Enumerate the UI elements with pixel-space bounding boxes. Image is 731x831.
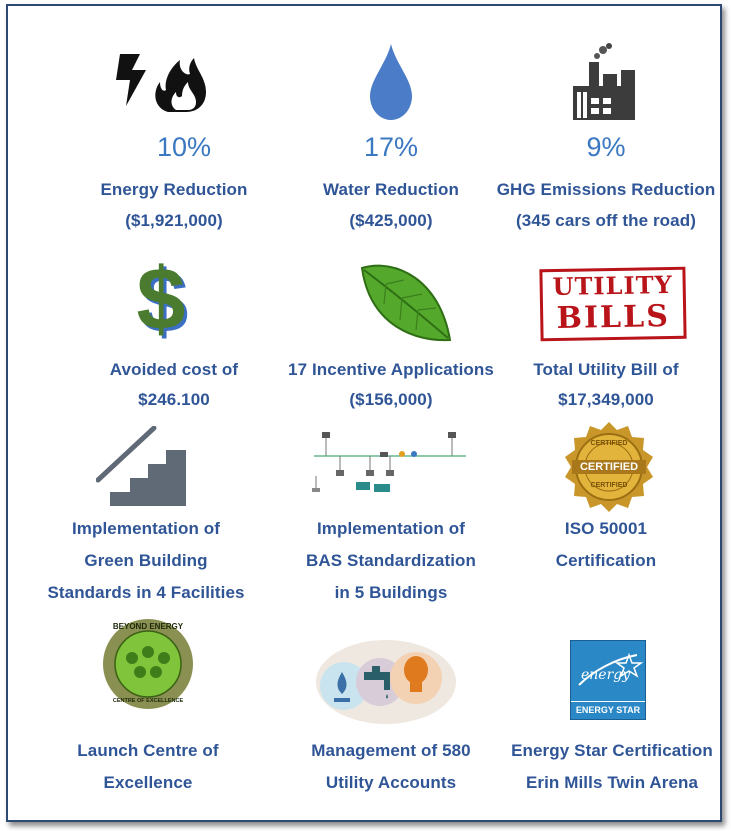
water-label: Water Reduction (323, 180, 459, 199)
energy-sub: ($1,921,000) (125, 211, 223, 230)
dollar-sign-icon: $ (136, 249, 186, 348)
leaf-icon (356, 260, 456, 346)
incentive-label: 17 Incentive Applications (288, 360, 494, 379)
stamp-line-2: BILLS (556, 299, 671, 336)
water-drop-icon (366, 42, 416, 122)
certified-seal-icon (564, 422, 654, 512)
coe-line-1: Launch Centre of (77, 741, 219, 760)
energy-percent: 10% (156, 132, 212, 162)
green-building-line-3: Standards in 4 Facilities (47, 583, 245, 602)
svg-text:energy: energy (581, 667, 631, 683)
green-building-line-2: Green Building (84, 551, 208, 570)
bas-line-3: in 5 Buildings (334, 583, 448, 602)
green-building-line-1: Implementation of (71, 519, 221, 538)
iso-line-1: ISO 50001 (564, 519, 648, 538)
infographic-frame (6, 4, 722, 822)
utility-accounts-line-2: Utility Accounts (325, 773, 457, 792)
bas-network-diagram-icon (310, 426, 470, 500)
bas-line-2: BAS Standardization (305, 551, 477, 570)
energy-star-logo-text: ENERGY STAR (571, 701, 645, 715)
water-percent: 17% (363, 132, 419, 162)
energy-star-line-1: Energy Star Certification (511, 741, 713, 760)
lightning-fire-icon (106, 46, 216, 116)
seal-mid-text: CERTIFIED (572, 460, 646, 474)
ghg-percent: 9% (586, 132, 626, 162)
avoided-cost-sub: $246.100 (138, 390, 210, 409)
utilities-icon (306, 632, 456, 726)
avoided-cost-label: Avoided cost of (109, 360, 239, 379)
water-sub: ($425,000) (349, 211, 433, 230)
iso-line-2: Certification (555, 551, 657, 570)
energy-label: Energy Reduction (100, 180, 248, 199)
factory-icon (569, 40, 639, 122)
seal-top-text: CERTIFIED (590, 440, 628, 447)
bas-line-1: Implementation of (316, 519, 466, 538)
badge-top-text: BEYOND ENERGY (112, 622, 184, 631)
ghg-label: GHG Emissions Reduction (496, 180, 716, 199)
utility-bill-sub: $17,349,000 (558, 390, 654, 409)
badge-bottom-text: CENTRE OF EXCELLENCE (112, 698, 184, 704)
seal-bottom-text: CERTIFIED (590, 482, 628, 489)
energy-star-line-2: Erin Mills Twin Arena (525, 773, 699, 792)
utility-bill-label: Total Utility Bill of (533, 360, 679, 379)
coe-line-2: Excellence (103, 773, 193, 792)
utility-accounts-line-1: Management of 580 (311, 741, 471, 760)
utility-bills-stamp-icon (539, 267, 686, 342)
beyond-energy-badge-icon (102, 618, 194, 710)
staircase-icon (96, 426, 196, 506)
energy-star-logo-icon (570, 640, 646, 720)
incentive-sub: ($156,000) (349, 390, 433, 409)
ghg-sub: (345 cars off the road) (516, 211, 696, 230)
stamp-line-1: UTILITY (552, 269, 673, 302)
